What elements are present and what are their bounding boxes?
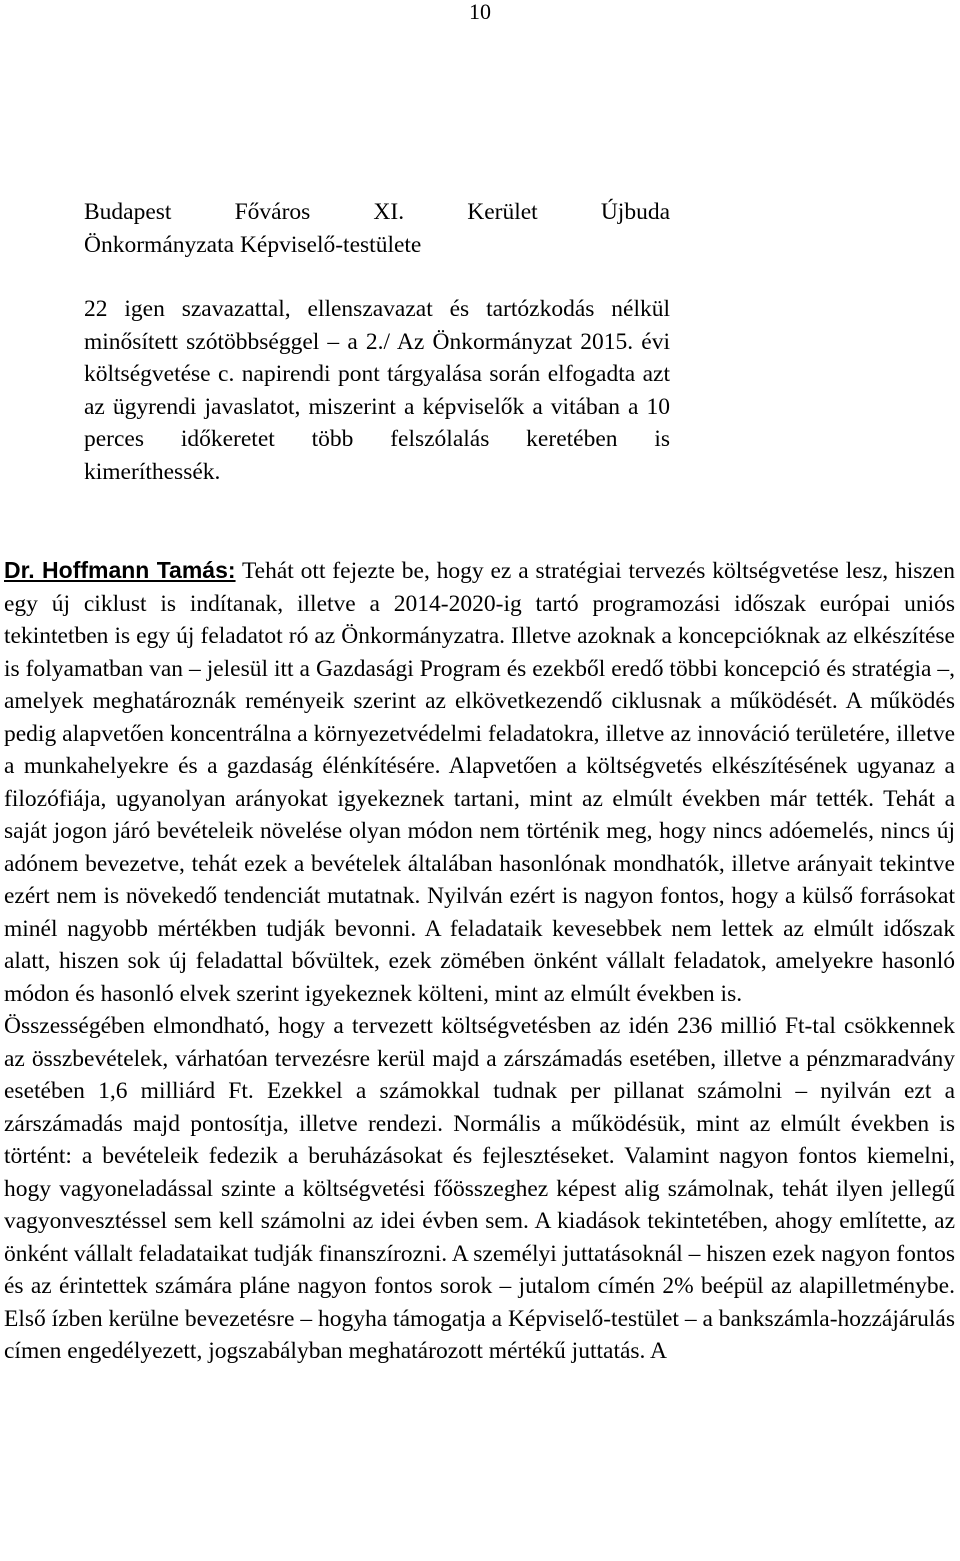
resolution-heading: [84, 196, 670, 261]
resolution-decision: [84, 293, 670, 488]
speaker-name: Dr. Hoffmann Tamás:: [4, 557, 236, 583]
resolution-decision-text: 22 igen szavazattal, ellenszavazat és tartózkodás nélkül minősített szótöbbséggel – a 2./ Az Önkormányzat 2015. évi költségvetése c. napirendi pont tárgyalása során elfogadta azt az ügyrendi javaslatot, miszerint a képviselők a vitában a 10 perces időkeretet több felszólalás keretében is: [84, 296, 670, 452]
page-number: 10: [469, 0, 491, 24]
speech-body: [4, 554, 955, 1368]
resolution-decision-last-line: kimeríthessék.: [84, 458, 221, 485]
resolution-heading-line1: Budapest Főváros XI. Kerület Újbuda: [84, 199, 670, 225]
resolution-heading-line2: Önkormányzata Képviselő-testülete: [84, 231, 422, 258]
speech-paragraph-2: Összességében elmondható, hogy a tervezett költségvetésben az idén 236 millió Ft-tal csökkennek az összbevételek, várhatóan tervezésre kerül majd a zárszámadás esetében, illetve a pénzmaradvány esetében 1,6 milliárd Ft. Ezekkel a számokkal tudnak per pillanat számolni – nyilván ezt a zárszámadás majd pontosítja, illetve rendezi. Normális a működésük, mint az elmúlt években is történt: a bevételeik fedezik a beruházásokat és fejlesztéseket. Valamint nagyon fontos kiemelni, hogy vagyoneladással szinte a költségvetési főösszeghez képest alig számolnak, tehát ilyen jellegű vagyonvesztéssel sem kell számolni az idei évben sem. A kiadások tekintetében, ahogy említette, az önként vállalt feladataikat tudják finanszírozni. A személyi juttatásoknál – hiszen ezek nagyon fontos és az érintettek számára pláne nagyon fontos sorok – jutalom címén 2% beépül az alapilletménybe. Első ízben kerülne bevezetésre – hogyha támogatja a Képviselő-testület – a bankszámla-hozzájárulás címen engedélyezett, jogszabályban meghatározott mértékű juttatás. A: [4, 1013, 955, 1364]
speech-paragraph-1: [4, 554, 955, 1010]
speech-paragraph-1-text: Tehát ott fejezte be, hogy ez a stratégiai tervezés költségvetése lesz, hiszen egy új ciklust is indítanak, illetve a 2014-2020-ig tartó programozási időszak európai uniós tekintetben is egy új feladatot ró az Önkormányzatra. Illetve azoknak a koncepcióknak az elkészítése is folyamatban van – jelesül itt a Gazdasági Program és ezekből eredő többi koncepció és stratégia –, amelyek meghatároznák reményeik szerint az elkövetkezendő ciklusnak a működését. A működés pedig alapvetően koncentrálna a környezetvédelmi feladatokra, illetve az innováció területére, illetve a munkahelyekre és a gazdaság élénkítésére. Alapvetően a költségvetés elkészítésének ugyanaz a filozófiája, ugyanolyan arányokat igyekeznek tartani, mint az elmúlt években már tették. Tehát a saját jogon járó bevételeik növelése olyan módon nem történik meg, hogy nincs adóemelés, nincs új adónem bevezetve, tehát ezek a bevételek általában hasonlónak mondhatók, illetve arányait tekintve ezért nem is növekedő tendenciát mutatnak. Nyilván ezért is nagyon fontos, hogy a külső forrásokat minél nagyobb mértékben tudják bevonni. A feladataik kevesebbek nem lettek az elmúlt időszak alatt, hiszen sok új feladattal bővültek, ezek zömében önként vállalt feladatok, amelyekre hasonló módon és hasonló elvek szerint igyekeznek költeni, mint az elmúlt években is.: [4, 558, 955, 1007]
